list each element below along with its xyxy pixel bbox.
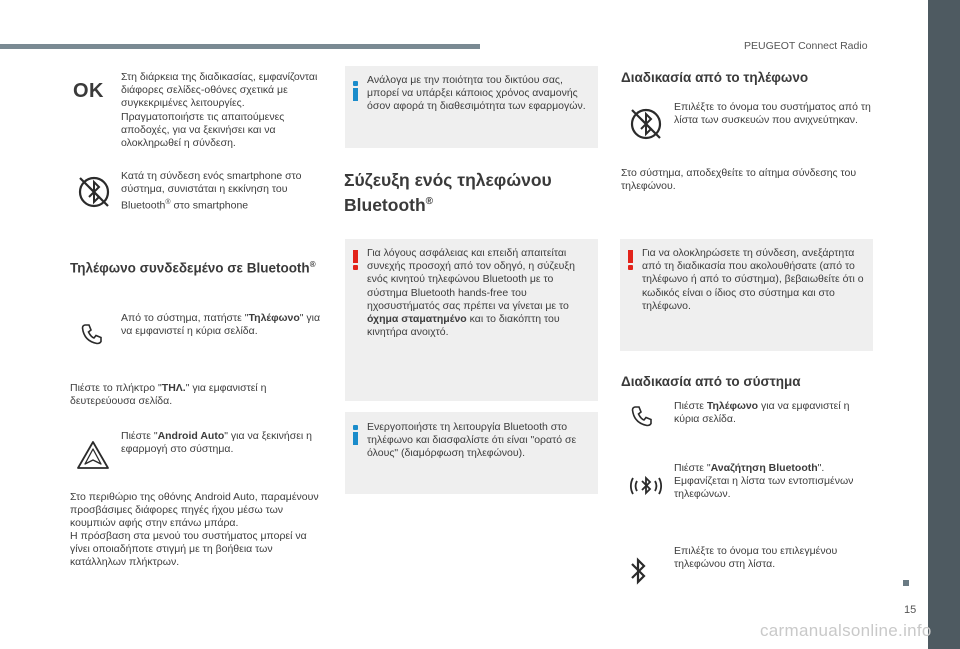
warning-icon-2 [628, 250, 633, 270]
phone-post: " για να εμφανιστεί η κύρια σελίδα. [121, 312, 321, 338]
header-rule [0, 44, 480, 49]
warning-icon [353, 250, 358, 270]
bt-text-part2: στο smartphone [170, 199, 249, 212]
page-number: 15 [904, 604, 917, 616]
header-title: PEUGEOT Connect Radio [744, 40, 868, 52]
press-bold: Τηλέφωνο [706, 400, 759, 412]
press-phone-text [674, 400, 874, 426]
side-strip [928, 0, 960, 649]
press-post: για να εμφανιστεί η κύρια σελίδα. [674, 400, 850, 426]
bt-smartphone-paragraph [121, 170, 321, 213]
pairing-heading-bt: Bluetooth [344, 194, 426, 215]
phone-pre: Από το σύστημα, πατήστε " [121, 312, 249, 324]
heading-text: Τηλέφωνο συνδεδεμένο σε Bluetooth [70, 260, 310, 276]
pairing-heading-line2 [344, 191, 604, 216]
android-auto-icon [76, 440, 110, 470]
accept-request-text: Στο σύστημα, αποδεχθείτε το αίτημα σύνδεσης του τηλεφώνου. [621, 167, 857, 193]
aa-post: " για να ξεκινήσει η εφαρμογή στο σύστημα. [121, 430, 313, 456]
info-icon-2 [353, 425, 358, 445]
bluetooth-icon [630, 555, 648, 587]
search-bold: Αναζήτηση Bluetooth [710, 462, 818, 474]
bluetooth-select-icon [626, 104, 666, 144]
phone-icon-2 [630, 404, 654, 428]
android-auto-bottom-1: Στο περιθώριο της οθόνης Android Auto, παραμένουν προσβάσιμες διάφορες πηγές ήχου μέσω των κουμπιών αφής στην επάνω μπάρα. [70, 491, 319, 530]
warn-post: και το διακόπτη του κινητήρα ανοιχτό. [367, 313, 560, 339]
info-visible-text: Ενεργοποιήστε τη λειτουργία Bluetooth στο τηλέφωνο και διασφαλίστε ότι είναι "ορατό σε όλους" (διαμόρφωση τηλεφώνου). [367, 421, 577, 460]
warn-pre: Για λόγους ασφάλειας και επειδή απαιτείται συνεχής προσοχή από τον οδηγό, η σύζευξη ενός κινητού τηλεφώνου Bluetooth με το σύστημα Bluetooth hands-free του ηχοσυστήματός σας πρέπει να γίνεται με το [367, 247, 575, 312]
section-heading-connected [70, 260, 316, 276]
ok-icon: OK [73, 80, 104, 102]
search-pre: Πιέστε " [674, 462, 711, 474]
pairing-heading-sup: ® [425, 196, 434, 207]
tel-bold: ΤΗΛ. [161, 382, 186, 394]
tel-paragraph [70, 382, 290, 408]
continue-marker [903, 580, 909, 586]
tel-post: " για εμφανιστεί η δευτερεύουσα σελίδα. [70, 382, 267, 408]
heading-from-system: Διαδικασία από το σύστημα [621, 374, 801, 389]
select-system-text: Επιλέξτε το όνομα του συστήματος από τη λίστα των συσκευών που ανιχνεύτηκαν. [674, 101, 871, 127]
press-pre: Πιέστε [674, 400, 707, 412]
aa-pre: Πιέστε " [121, 430, 158, 442]
aa-bold: Android Auto [157, 430, 225, 442]
pairing-heading [344, 169, 604, 216]
bluetooth-search-icon [626, 466, 666, 506]
warning-code-text: Για να ολοκληρώσετε τη σύνδεση, ανεξάρτητα από τη διαδικασία που ακολουθήσατε (από το τηλέφωνο ή από το σύστημα), βεβαιωθείτε ότι ο κωδικός είναι ο ίδιος στο σύστημα και στο τηλέφωνο. [642, 247, 864, 312]
ok-paragraph: Στη διάρκεια της διαδικασίας, εμφανίζονται διάφορες σελίδες-οθόνες σχετικά με συγκεκριμένες λειτουργίες. Πραγματοποιήστε τις απαιτούμενες αποδοχές, για να ξεκινήσει και να ολοκληρωθεί η σύνδεση. [121, 71, 318, 150]
tel-pre: Πιέστε το πλήκτρο " [70, 382, 162, 394]
pairing-heading-line1: Σύζευξη ενός τηλεφώνου [344, 170, 552, 190]
phone-icon [80, 322, 104, 346]
bluetooth-settings-icon [74, 172, 114, 212]
android-auto-paragraph [121, 430, 321, 456]
bt-sup: ® [165, 199, 171, 207]
choose-phone-text: Επιλέξτε το όνομα του επιλεγμένου τηλεφώνου στη λίστα. [674, 545, 838, 571]
search-bluetooth-text [674, 462, 874, 502]
phone-bold: Τηλέφωνο [248, 312, 300, 324]
warning-safety-text [367, 247, 592, 339]
heading-sup: ® [309, 260, 316, 269]
android-auto-bottom-2: Η πρόσβαση στα μενού του συστήματος μπορεί να γίνει οποιαδήποτε στιγμή με τη βοήθεια των κατάλληλων πλήκτρων. [70, 530, 307, 569]
info-icon [353, 81, 358, 101]
phone-paragraph [121, 312, 326, 338]
bt-text-part1: Κατά τη σύνδεση ενός smartphone στο σύστημα, συνιστάται η εκκίνηση του Bluetooth [121, 170, 302, 212]
watermark: carmanualsonline.info [760, 621, 932, 640]
search-post: ". Εμφανίζεται η λίστα των εντοπισμένων τηλεφώνων. [674, 462, 854, 501]
warn-bold: όχημα σταματημένο [367, 313, 467, 326]
info-network-text: Ανάλογα με την ποιότητα του δικτύου σας, μπορεί να υπάρξει κάποιος χρόνος αναμονής όσον αφορά τη διαθεσιμότητα των εφαρμογών. [367, 74, 586, 113]
heading-from-phone: Διαδικασία από το τηλέφωνο [621, 70, 809, 85]
